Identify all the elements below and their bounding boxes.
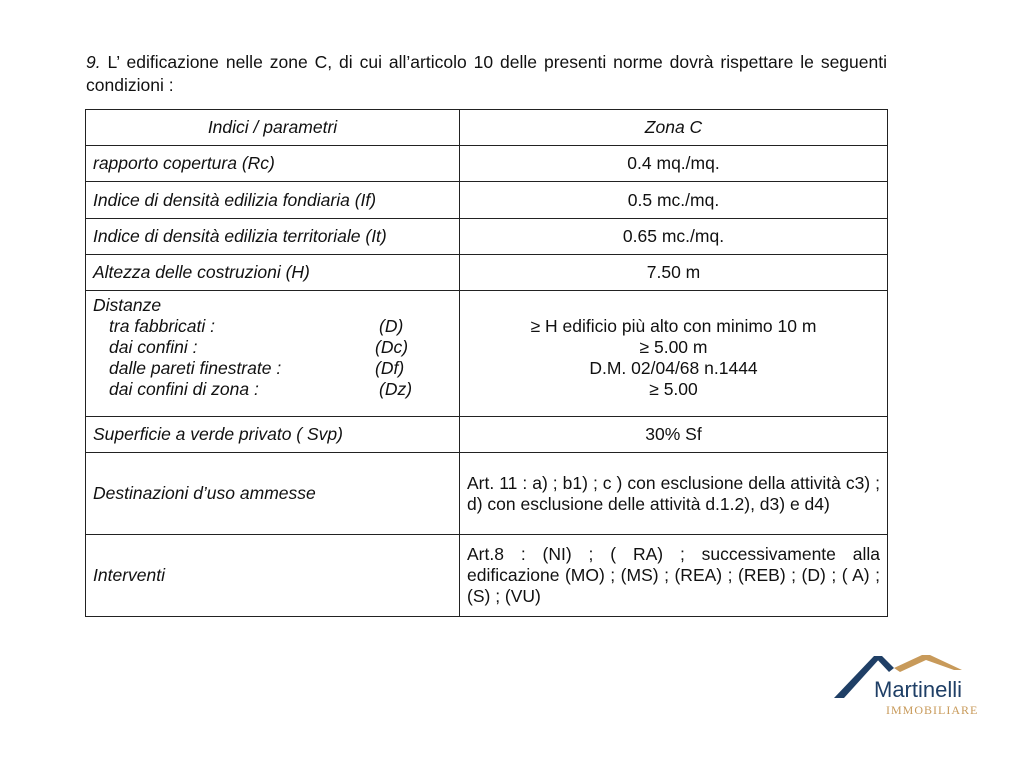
row-param: Destinazioni d’uso ammesse bbox=[86, 453, 460, 535]
row-param: Indice di densità edilizia fondiaria (If) bbox=[86, 182, 460, 219]
row-value: Art. 11 : a) ; b1) ; c ) con esclusione della attività c3) ; d) con esclusione delle attività d.1.2), d3) e d4) bbox=[460, 453, 888, 535]
distanze-value: ≥ 5.00 bbox=[649, 379, 698, 399]
distanze-item bbox=[93, 316, 452, 337]
distanze-code: (D) bbox=[379, 316, 404, 336]
table-row bbox=[86, 182, 888, 219]
conditions-table bbox=[85, 109, 888, 617]
header-zone: Zona C bbox=[460, 110, 888, 146]
intro-text: L’ edificazione nelle zone C, di cui all’articolo 10 delle presenti norme dovrà rispettare le seguenti condizioni : bbox=[86, 52, 887, 95]
header-param: Indici / parametri bbox=[86, 110, 460, 146]
table-row bbox=[86, 535, 888, 617]
distanze-label: dai confini di zona : bbox=[109, 379, 259, 399]
row-param: rapporto copertura (Rc) bbox=[86, 146, 460, 182]
table-row bbox=[86, 453, 888, 535]
distanze-code: (Df) bbox=[375, 358, 405, 378]
row-value: 30% Sf bbox=[460, 417, 888, 453]
distanze-item bbox=[93, 337, 452, 358]
distanze-label: tra fabbricati : bbox=[109, 316, 216, 336]
table-header-row bbox=[86, 110, 888, 146]
row-param: Indice di densità edilizia territoriale (It) bbox=[86, 219, 460, 255]
distanze-value: ≥ H edificio più alto con minimo 10 m bbox=[530, 316, 817, 336]
paragraph-number: 9. bbox=[86, 52, 101, 72]
table-row bbox=[86, 255, 888, 291]
distanze-value: D.M. 02/04/68 n.1444 bbox=[589, 358, 758, 378]
row-param: Altezza delle costruzioni (H) bbox=[86, 255, 460, 291]
logo-subtitle: IMMOBILIARE bbox=[886, 703, 979, 717]
distanze-label: dai confini : bbox=[109, 337, 198, 357]
distanze-code: (Dz) bbox=[379, 379, 413, 399]
distanze-code: (Dc) bbox=[375, 337, 409, 357]
distanze-item bbox=[93, 379, 452, 400]
distanze-title: Distanze bbox=[93, 295, 162, 315]
row-value: 0.65 mc./mq. bbox=[460, 219, 888, 255]
row-value: 7.50 m bbox=[460, 255, 888, 291]
distanze-row bbox=[86, 291, 888, 417]
intro-paragraph bbox=[86, 51, 887, 97]
distanze-value: ≥ 5.00 m bbox=[639, 337, 708, 357]
row-param: Interventi bbox=[86, 535, 460, 617]
table-row bbox=[86, 219, 888, 255]
logo-name: Martinelli bbox=[874, 677, 963, 702]
distanze-params bbox=[86, 291, 460, 417]
row-value: 0.4 mq./mq. bbox=[460, 146, 888, 182]
row-value: 0.5 mc./mq. bbox=[460, 182, 888, 219]
company-logo bbox=[834, 650, 994, 720]
table-row bbox=[86, 146, 888, 182]
distanze-label: dalle pareti finestrate : bbox=[109, 358, 282, 378]
distanze-values bbox=[460, 291, 888, 417]
row-param: Superficie a verde privato ( Svp) bbox=[86, 417, 460, 453]
row-value: Art.8 : (NI) ; ( RA) ; successivamente alla edificazione (MO) ; (MS) ; (REA) ; (REB) ; (D) ; ( A) ; (S) ; (VU) bbox=[460, 535, 888, 617]
distanze-item bbox=[93, 358, 452, 379]
table-row bbox=[86, 417, 888, 453]
